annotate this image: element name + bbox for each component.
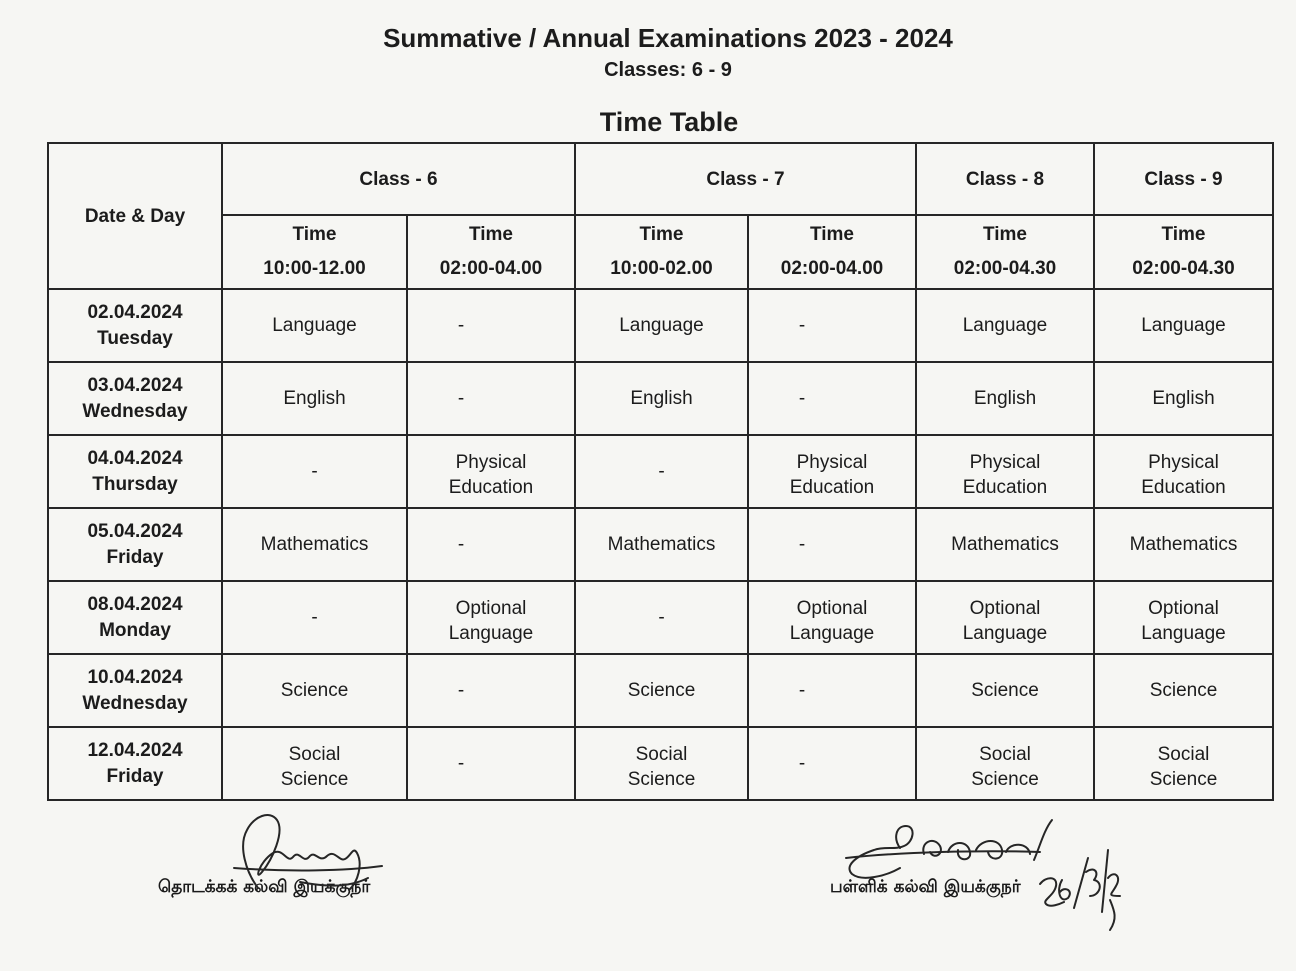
- signature-strokes: [234, 815, 382, 890]
- cell-class-7-pm: [748, 362, 916, 435]
- subject-text: Physical: [1148, 451, 1219, 473]
- time-range: 10:00-12.00: [263, 258, 366, 279]
- cell-class-7-pm: [748, 508, 916, 581]
- table-row: [48, 581, 1273, 654]
- class-7-pm-time-header: [748, 215, 916, 289]
- class-7-am-time-header: [575, 215, 748, 289]
- no-exam-dash: -: [457, 315, 465, 336]
- exam-weekday: Friday: [106, 546, 164, 568]
- no-exam-dash: -: [457, 388, 465, 409]
- subject-text: Language: [272, 315, 357, 336]
- cell-class-7-am: [575, 508, 748, 581]
- subject-text: Mathematics: [607, 534, 716, 555]
- time-label: Time: [809, 224, 854, 245]
- signature-strokes: [846, 820, 1120, 930]
- cell-class-6-am: [222, 508, 407, 581]
- date-day-cell: [48, 289, 222, 362]
- subject-text: Science: [1149, 768, 1218, 790]
- cell-class-6-am: [222, 581, 407, 654]
- subject-text: Language: [1141, 315, 1226, 336]
- time-label: Time: [1161, 224, 1206, 245]
- cell-class-7-am: [575, 654, 748, 727]
- table-row: [48, 508, 1273, 581]
- subject-text: Physical: [969, 451, 1041, 473]
- subject-text: Science: [280, 768, 349, 790]
- class-8-header: Class - 8: [916, 143, 1094, 215]
- cell-class-7-am: [575, 727, 748, 800]
- subject-text: Social: [288, 743, 341, 765]
- cell-class-6-pm: [407, 435, 575, 508]
- exam-weekday: Thursday: [92, 473, 178, 495]
- cell-class-8: [916, 362, 1094, 435]
- date-day-cell: [48, 581, 222, 654]
- time-range: 10:00-02.00: [610, 258, 713, 279]
- subject-text: Education: [962, 476, 1048, 498]
- class-6-pm-time-header: [407, 215, 575, 289]
- subject-text: Language: [789, 622, 875, 644]
- time-label: Time: [639, 224, 684, 245]
- time-header-row: [48, 215, 1273, 289]
- cell-class-6-am: [222, 727, 407, 800]
- left-signature-scribble: [220, 800, 400, 900]
- no-exam-dash: -: [457, 753, 465, 774]
- no-exam-dash: -: [658, 607, 665, 628]
- subject-text: Optional: [455, 597, 527, 619]
- subject-text: Social: [635, 743, 688, 765]
- exam-date: 10.04.2024: [87, 666, 183, 688]
- table-row: [48, 362, 1273, 435]
- cell-class-8: [916, 727, 1094, 800]
- table-row: [48, 654, 1273, 727]
- time-range: 02:00-04.30: [953, 258, 1057, 279]
- cell-class-9: [1094, 508, 1273, 581]
- no-exam-dash: -: [658, 461, 665, 482]
- cell-class-7-am: [575, 289, 748, 362]
- cell-class-6-pm: [407, 508, 575, 581]
- table-row: [48, 289, 1273, 362]
- exam-date: 05.04.2024: [87, 520, 183, 542]
- subject-text: Language: [619, 315, 704, 336]
- cell-class-6-pm: [407, 289, 575, 362]
- cell-class-9: [1094, 581, 1273, 654]
- right-signatory-designation: பள்ளிக் கல்வி இயக்குநர்: [830, 877, 1021, 897]
- time-range: 02:00-04.00: [439, 258, 543, 279]
- no-exam-dash: -: [798, 388, 806, 409]
- cell-class-6-pm: [407, 581, 575, 654]
- subject-text: Language: [962, 315, 1048, 336]
- subject-text: Optional: [796, 597, 868, 619]
- no-exam-dash: -: [311, 607, 318, 628]
- subject-text: Education: [789, 476, 875, 498]
- subject-text: Physical: [796, 451, 868, 473]
- exam-date: 04.04.2024: [87, 447, 183, 469]
- subject-text: English: [1152, 388, 1215, 409]
- cell-class-6-am: [222, 289, 407, 362]
- no-exam-dash: -: [798, 680, 806, 701]
- document-title: Summative / Annual Examinations 2023 - 2024: [383, 23, 953, 53]
- time-label: Time: [468, 224, 513, 245]
- time-range: 02:00-04.30: [1132, 258, 1235, 279]
- time-label: Time: [982, 224, 1027, 245]
- class-6-header: Class - 6: [222, 143, 575, 215]
- date-day-cell: [48, 654, 222, 727]
- subject-text: Social: [1157, 743, 1210, 765]
- subject-text: Science: [1149, 680, 1218, 701]
- subject-text: English: [630, 388, 693, 409]
- exam-date: 08.04.2024: [87, 593, 183, 615]
- cell-class-6-pm: [407, 654, 575, 727]
- subject-text: Science: [627, 768, 696, 790]
- subject-text: Mathematics: [1129, 534, 1238, 555]
- exam-date: 12.04.2024: [87, 739, 183, 761]
- date-day-cell: [48, 435, 222, 508]
- exam-weekday: Friday: [106, 765, 164, 787]
- cell-class-7-pm: [748, 727, 916, 800]
- exam-weekday: Tuesday: [97, 327, 173, 349]
- date-day-cell: [48, 508, 222, 581]
- subject-text: English: [973, 388, 1037, 409]
- table-row: [48, 435, 1273, 508]
- subject-text: Science: [971, 680, 1039, 701]
- class-6-am-time-header: [222, 215, 407, 289]
- subject-text: Mathematics: [260, 534, 369, 555]
- cell-class-6-am: [222, 435, 407, 508]
- class-header-row: [48, 143, 1273, 215]
- cell-class-9: [1094, 727, 1273, 800]
- cell-class-6-pm: [407, 727, 575, 800]
- exam-date: 03.04.2024: [87, 374, 183, 396]
- cell-class-6-am: [222, 654, 407, 727]
- subject-text: Language: [962, 622, 1048, 644]
- exam-weekday: Wednesday: [82, 692, 188, 714]
- subject-text: Education: [1141, 476, 1226, 498]
- exam-weekday: Wednesday: [82, 400, 188, 422]
- exam-date: 02.04.2024: [87, 301, 183, 323]
- no-exam-dash: -: [457, 534, 465, 555]
- time-table-heading: Time Table: [599, 107, 739, 137]
- cell-class-8: [916, 581, 1094, 654]
- class-8-time-header: [916, 215, 1094, 289]
- date-day-header: Date & Day: [48, 143, 222, 289]
- date-day-cell: [48, 727, 222, 800]
- class-7-header: Class - 7: [575, 143, 916, 215]
- exam-weekday: Monday: [99, 619, 171, 641]
- subject-text: Language: [448, 622, 534, 644]
- cell-class-8: [916, 289, 1094, 362]
- subject-text: Science: [627, 680, 696, 701]
- subject-text: Mathematics: [951, 534, 1059, 555]
- classes-subtitle: Classes: 6 - 9: [604, 59, 732, 81]
- date-day-cell: [48, 362, 222, 435]
- cell-class-9: [1094, 654, 1273, 727]
- subject-text: Science: [971, 768, 1039, 790]
- subject-text: English: [283, 388, 346, 409]
- subject-text: Language: [1141, 622, 1226, 644]
- cell-class-9: [1094, 289, 1273, 362]
- class-9-header: Class - 9: [1094, 143, 1273, 215]
- cell-class-9: [1094, 435, 1273, 508]
- right-signature-scribble: [835, 812, 1130, 937]
- subject-text: Optional: [1148, 597, 1219, 619]
- no-exam-dash: -: [798, 534, 806, 555]
- cell-class-8: [916, 435, 1094, 508]
- cell-class-8: [916, 508, 1094, 581]
- cell-class-7-pm: [748, 654, 916, 727]
- cell-class-7-am: [575, 435, 748, 508]
- cell-class-9: [1094, 362, 1273, 435]
- subject-text: Education: [448, 476, 534, 498]
- class-9-time-header: [1094, 215, 1273, 289]
- subject-text: Physical: [455, 451, 527, 473]
- no-exam-dash: -: [798, 753, 806, 774]
- cell-class-7-pm: [748, 289, 916, 362]
- subject-text: Science: [280, 680, 349, 701]
- cell-class-7-pm: [748, 435, 916, 508]
- no-exam-dash: -: [311, 461, 318, 482]
- timetable: [47, 142, 1274, 801]
- subject-text: Social: [979, 743, 1031, 765]
- time-label: Time: [292, 224, 337, 245]
- subject-text: Optional: [969, 597, 1041, 619]
- cell-class-7-pm: [748, 581, 916, 654]
- cell-class-7-am: [575, 581, 748, 654]
- table-row: [48, 727, 1273, 800]
- no-exam-dash: -: [457, 680, 465, 701]
- no-exam-dash: -: [798, 315, 806, 336]
- cell-class-6-pm: [407, 362, 575, 435]
- time-range: 02:00-04.00: [780, 258, 884, 279]
- cell-class-8: [916, 654, 1094, 727]
- left-signatory-designation: தொடக்கக் கல்வி இயக்குநர்: [158, 877, 371, 897]
- cell-class-7-am: [575, 362, 748, 435]
- cell-class-6-am: [222, 362, 407, 435]
